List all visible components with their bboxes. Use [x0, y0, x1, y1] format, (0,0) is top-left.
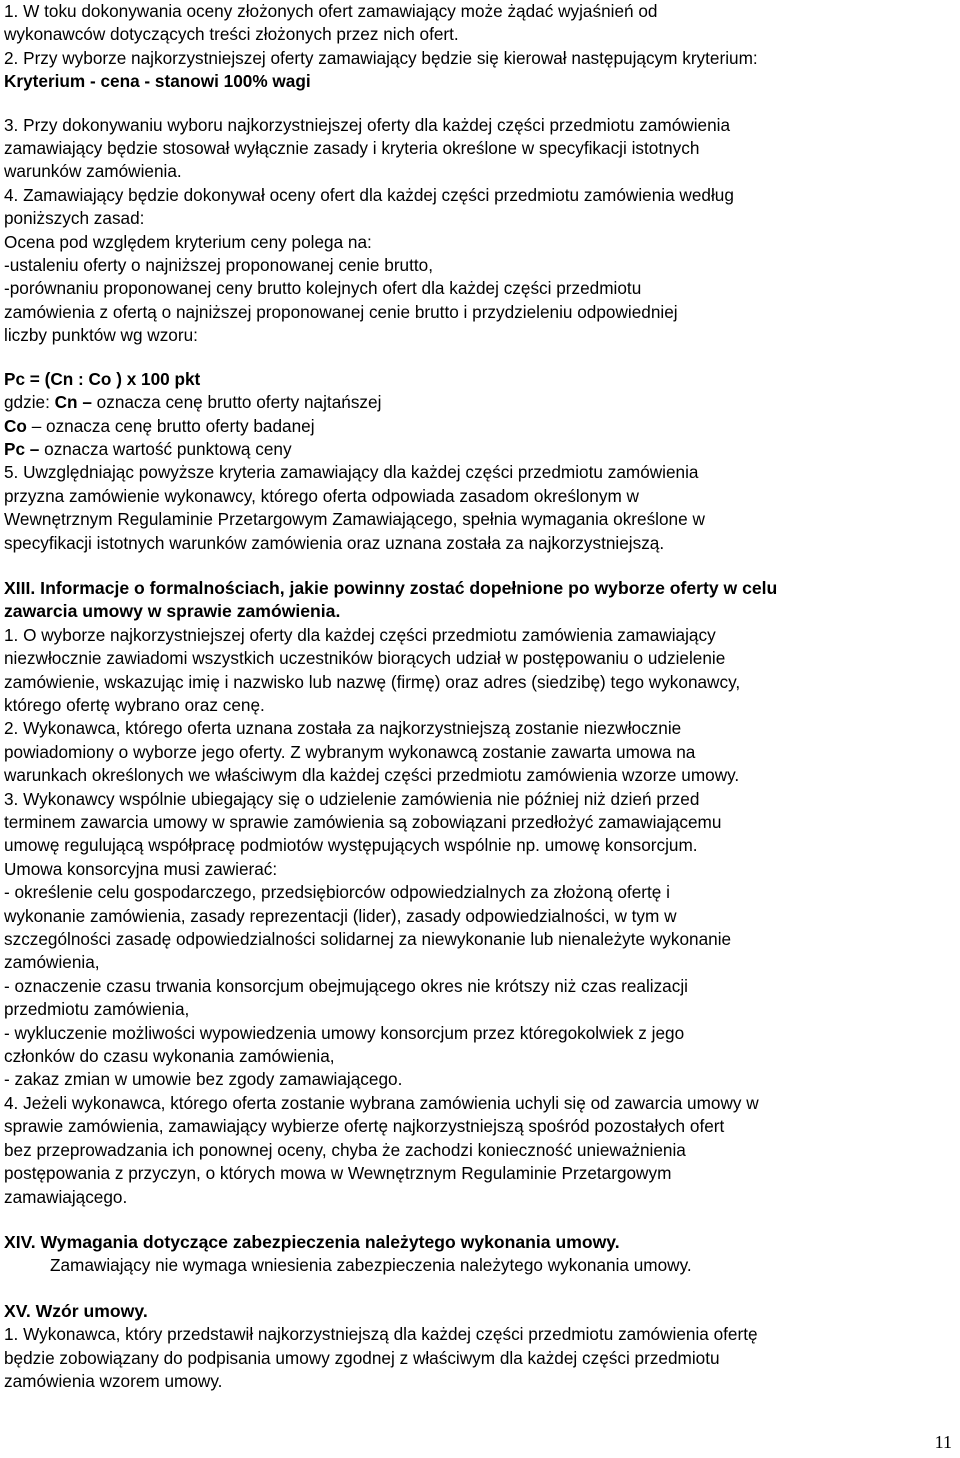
text-line: powiadomiony o wyborze jego oferty. Z wybranym wykonawcą zostanie zawarta umowa na	[4, 741, 696, 762]
text-line: szczególności zasadę odpowiedzialności solidarnej za niewykonanie lub nienależyte wykonanie	[4, 929, 732, 950]
legend-co-text: – oznacza cenę brutto oferty badanej	[26, 415, 315, 436]
text-line: 3. Wykonawcy wspólnie ubiegający się o udzielenie zamówienia nie później niż dzień przed	[4, 788, 700, 809]
text-line: zamówienia wzorem umowy.	[4, 1370, 223, 1391]
legend-co-symbol: Co	[4, 415, 27, 436]
text-line: Umowa konsorcyjna musi zawierać:	[4, 858, 278, 879]
text-line: 4. Zamawiający będzie dokonywał oceny ofert dla każdej części przedmiotu zamówienia według	[4, 184, 734, 205]
text-line: 2. Wykonawca, którego oferta uznana została za najkorzystniejszą zostanie niezwłocznie	[4, 718, 682, 739]
text-line: liczby punktów wg wzoru:	[4, 325, 198, 346]
xii-paragraph-5	[4, 461, 956, 555]
text-line: zamówienie, wskazując imię i nazwisko lub nazwę (firmę) oraz adres (siedzibę) tego wykonawcy,	[4, 671, 741, 692]
text-line: terminem zawarcia umowy w sprawie zamówienia są zobowiązani przedłożyć zamawiającemu	[4, 812, 722, 832]
section-heading: XIII. Informacje o formalnościach, jakie powinny zostać dopełnione po wyborze oferty w celu	[4, 577, 778, 598]
text-line: będzie zobowiązany do podpisania umowy zgodnej z właściwym dla każdej części przedmiotu	[4, 1347, 720, 1368]
section-heading: XV. Wzór umowy.	[4, 1300, 148, 1321]
legend-cn-text: oznacza cenę brutto oferty najtańszej	[91, 392, 382, 413]
text-line: 1. O wyborze najkorzystniejszej oferty dla każdej części przedmiotu zamówienia zamawiający	[4, 624, 716, 645]
text-line: specyfikacji istotnych warunków zamówienia oraz uznana została za najkorzystniejszą.	[4, 532, 665, 553]
text-line: 3. Przy dokonywaniu wyboru najkorzystniejszej oferty dla każdej części przedmiotu zamówienia	[4, 114, 731, 135]
text-line: postępowania z przyczyn, o których mowa w Wewnętrznym Regulaminie Przetargowym	[4, 1163, 672, 1184]
page-number: 11	[934, 1432, 952, 1452]
text-line: 5. Uwzględniając powyższe kryteria zamawiający dla każdej części przedmiotu zamówienia	[4, 462, 699, 483]
text-line: - zakaz zmian w umowie bez zgody zamawiającego.	[4, 1069, 403, 1090]
legend-pc-symbol: Pc –	[4, 438, 40, 459]
legend-gdzie: gdzie:	[4, 392, 55, 413]
text-line: -ustaleniu oferty o najniższej proponowanej cenie brutto,	[4, 255, 433, 276]
text-line: warunkach określonych we właściwym dla każdej części przedmiotu zamówienia wzorze umowy.	[4, 765, 740, 786]
text-line: niezwłocznie zawiadomi wszystkich uczestników biorących udział w postępowaniu o udzielenie	[4, 648, 726, 669]
text-line: 4. Jeżeli wykonawca, którego oferta zostanie wybrana zamówienia uchyli się od zawarcia umowy w	[4, 1092, 759, 1113]
xii-paragraph-3	[4, 114, 956, 184]
text-line: -porównaniu proponowanej ceny brutto kolejnych ofert dla każdej części przedmiotu	[4, 278, 642, 299]
text-line: sprawie zamówienia, zamawiający wybierze ofertę najkorzystniejszą spośród pozostałych ofert	[4, 1116, 725, 1137]
xii-paragraph-2	[4, 47, 956, 94]
legend-pc	[4, 438, 956, 461]
xii-paragraph-1	[4, 0, 956, 47]
legend-cn-symbol: Cn –	[54, 392, 92, 413]
text-line: członków do czasu wykonania zamówienia,	[4, 1046, 335, 1067]
text-line: zamówienia z ofertą o najniższej proponowanej cenie brutto i przydzieleniu odpowiedniej	[4, 301, 678, 322]
xv-section	[4, 1300, 956, 1394]
xiv-section	[4, 1231, 956, 1278]
text-line: umowę regulującą współpracę podmiotów występujących wspólnie np. umowę konsorcjum.	[4, 835, 698, 856]
text-line: Wewnętrznym Regulaminie Przetargowym Zamawiającego, spełnia wymagania określone w	[4, 509, 705, 530]
document-page	[4, 0, 956, 1393]
criterion-line: Kryterium - cena - stanowi 100% wagi	[4, 71, 311, 92]
text-line: zamawiającego.	[4, 1186, 128, 1207]
formula: Pc = (Cn : Co ) x 100 pkt	[4, 368, 201, 389]
text-line: zamówienia,	[4, 952, 100, 973]
text-line: - oznaczenie czasu trwania konsorcjum obejmującego okres nie krótszy niż czas realizacji	[4, 975, 688, 996]
text-line: zamawiający będzie stosował wyłącznie zasady i kryteria określone w specyfikacji istotnych	[4, 138, 700, 159]
xiii-body	[4, 624, 956, 1209]
text-line: warunków zamówienia.	[4, 161, 182, 182]
text-line: przyzna zamówienie wykonawcy, którego oferta odpowiada zasadom określonym w	[4, 485, 639, 506]
text-line: wykonanie zamówienia, zasady reprezentacji (lider), zasady odpowiedzialności, w tym w	[4, 905, 677, 926]
legend-co	[4, 415, 956, 438]
formula-block	[4, 368, 956, 462]
xii-paragraph-4	[4, 184, 956, 348]
text-line: 2. Przy wyborze najkorzystniejszej oferty zamawiający będzie się kierował następującym kryterium:	[4, 47, 758, 68]
text-line: - wykluczenie możliwości wypowiedzenia umowy konsorcjum przez któregokolwiek z jego	[4, 1022, 685, 1043]
section-heading: XIV. Wymagania dotyczące zabezpieczenia należytego wykonania umowy.	[4, 1231, 620, 1252]
text-line: - określenie celu gospodarczego, przedsiębiorców odpowiedzialnych za złożoną ofertę i	[4, 882, 670, 903]
text-line: poniższych zasad:	[4, 208, 145, 229]
xiii-heading	[4, 577, 956, 624]
text-line: 1. W toku dokonywania oceny złożonych ofert zamawiający może żądać wyjaśnień od	[4, 1, 658, 21]
text-line: Zamawiający nie wymaga wniesienia zabezpieczenia należytego wykonania umowy.	[50, 1255, 692, 1276]
text-line: przedmiotu zamówienia,	[4, 999, 190, 1020]
legend-pc-text: oznacza wartość punktową ceny	[39, 438, 292, 459]
text-line: 1. Wykonawca, który przedstawił najkorzystniejszą dla każdej części przedmiotu zamówienia ofertę	[4, 1324, 758, 1345]
section-heading: zawarcia umowy w sprawie zamówienia.	[4, 601, 341, 622]
text-line: bez przeprowadzania ich ponownej oceny, chyba że zachodzi konieczność unieważnienia	[4, 1139, 686, 1160]
text-line: wykonawców dotyczących treści złożonych przez nich ofert.	[4, 24, 459, 45]
text-line: Ocena pod względem kryterium ceny polega na:	[4, 231, 372, 252]
legend-cn	[4, 391, 956, 414]
text-line: którego ofertę wybrano oraz cenę.	[4, 694, 265, 715]
